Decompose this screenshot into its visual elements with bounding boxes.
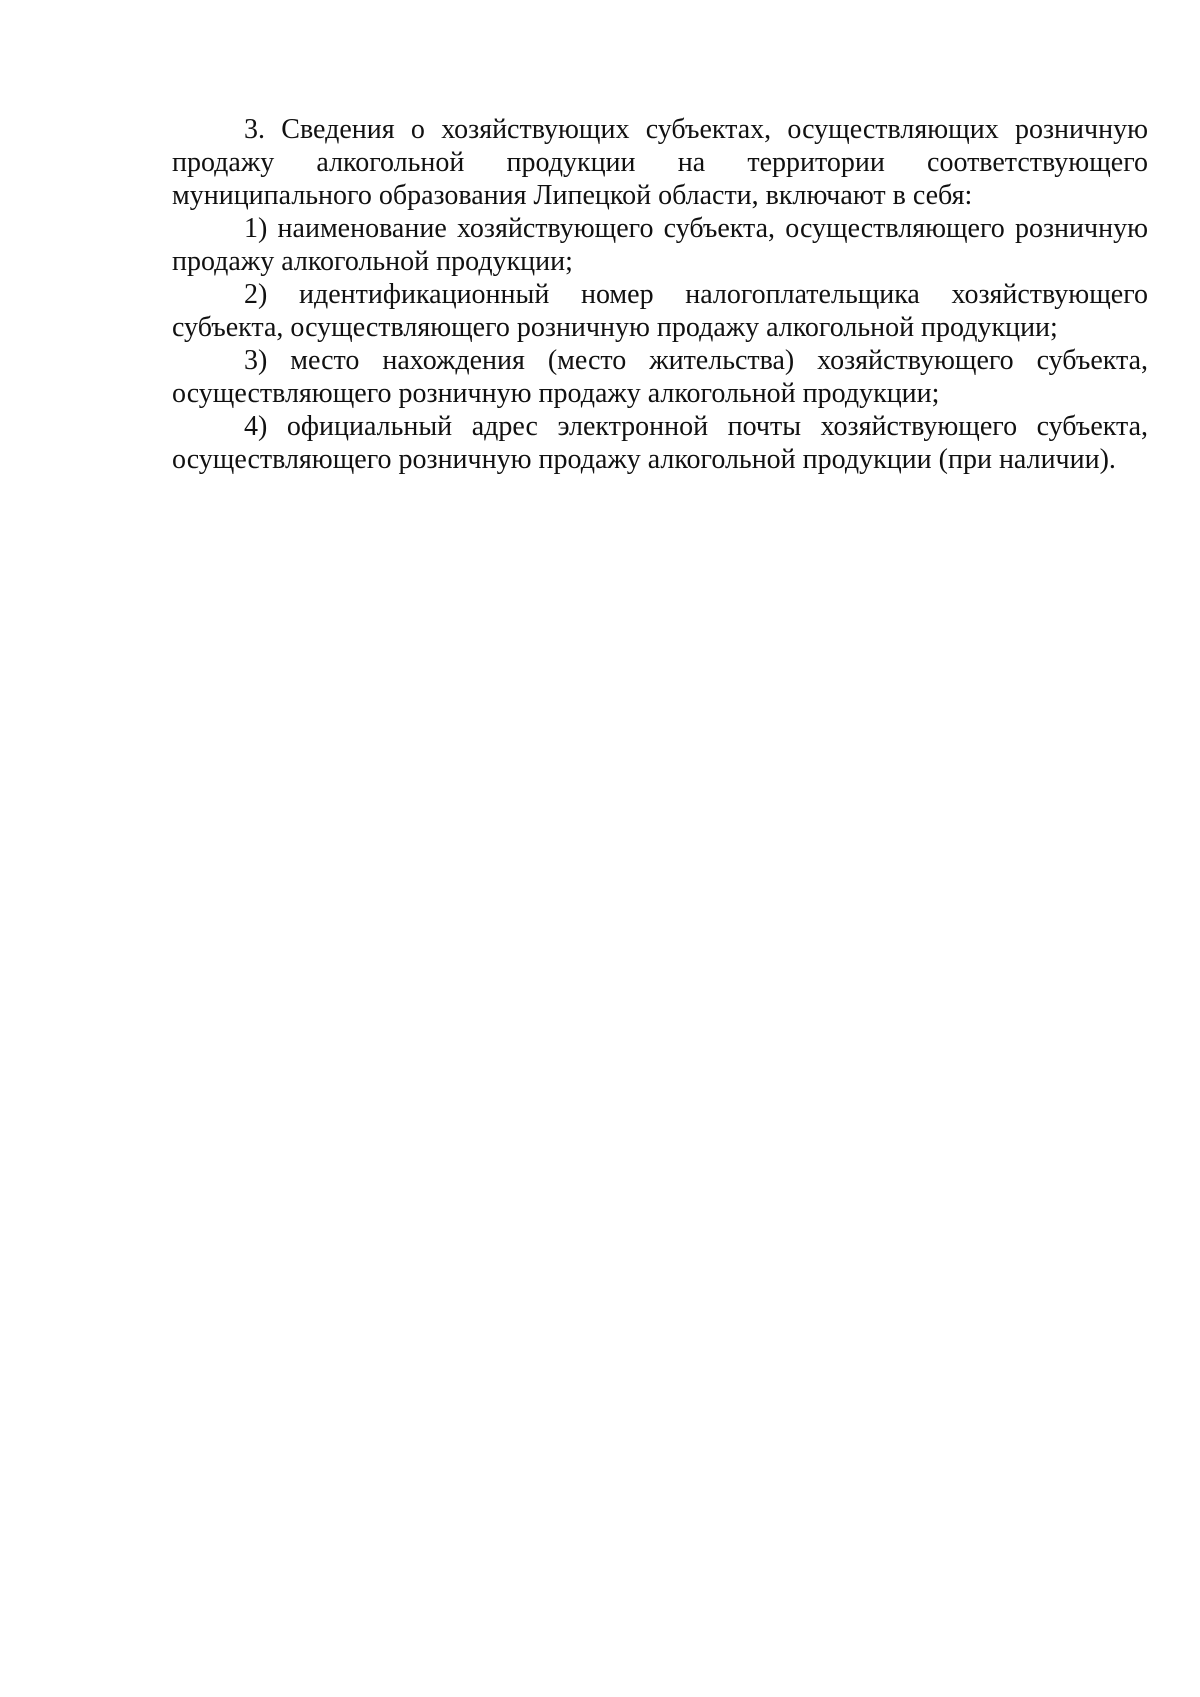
paragraph-item-4: 4) официальный адрес электронной почты хозяйствующего субъекта, осуществляющего розничную продажу алкогольной продукции (при наличии). bbox=[172, 411, 1148, 475]
paragraph-item-1: 1) наименование хозяйствующего субъекта, осуществляющего розничную продажу алкогольной продукции; bbox=[172, 213, 1148, 277]
paragraph-item-3: 3) место нахождения (место жительства) хозяйствующего субъекта, осуществляющего розничную продажу алкогольной продукции; bbox=[172, 345, 1148, 409]
paragraph-item-2: 2) идентификационный номер налогоплательщика хозяйствующего субъекта, осуществляющего розничную продажу алкогольной продукции; bbox=[172, 279, 1148, 343]
paragraph-section-3: 3. Сведения о хозяйствующих субъектах, осуществляющих розничную продажу алкогольной продукции на территории соответствующего муниципального образования Липецкой области, включают в себя: bbox=[172, 114, 1148, 211]
document-body bbox=[172, 113, 1148, 476]
